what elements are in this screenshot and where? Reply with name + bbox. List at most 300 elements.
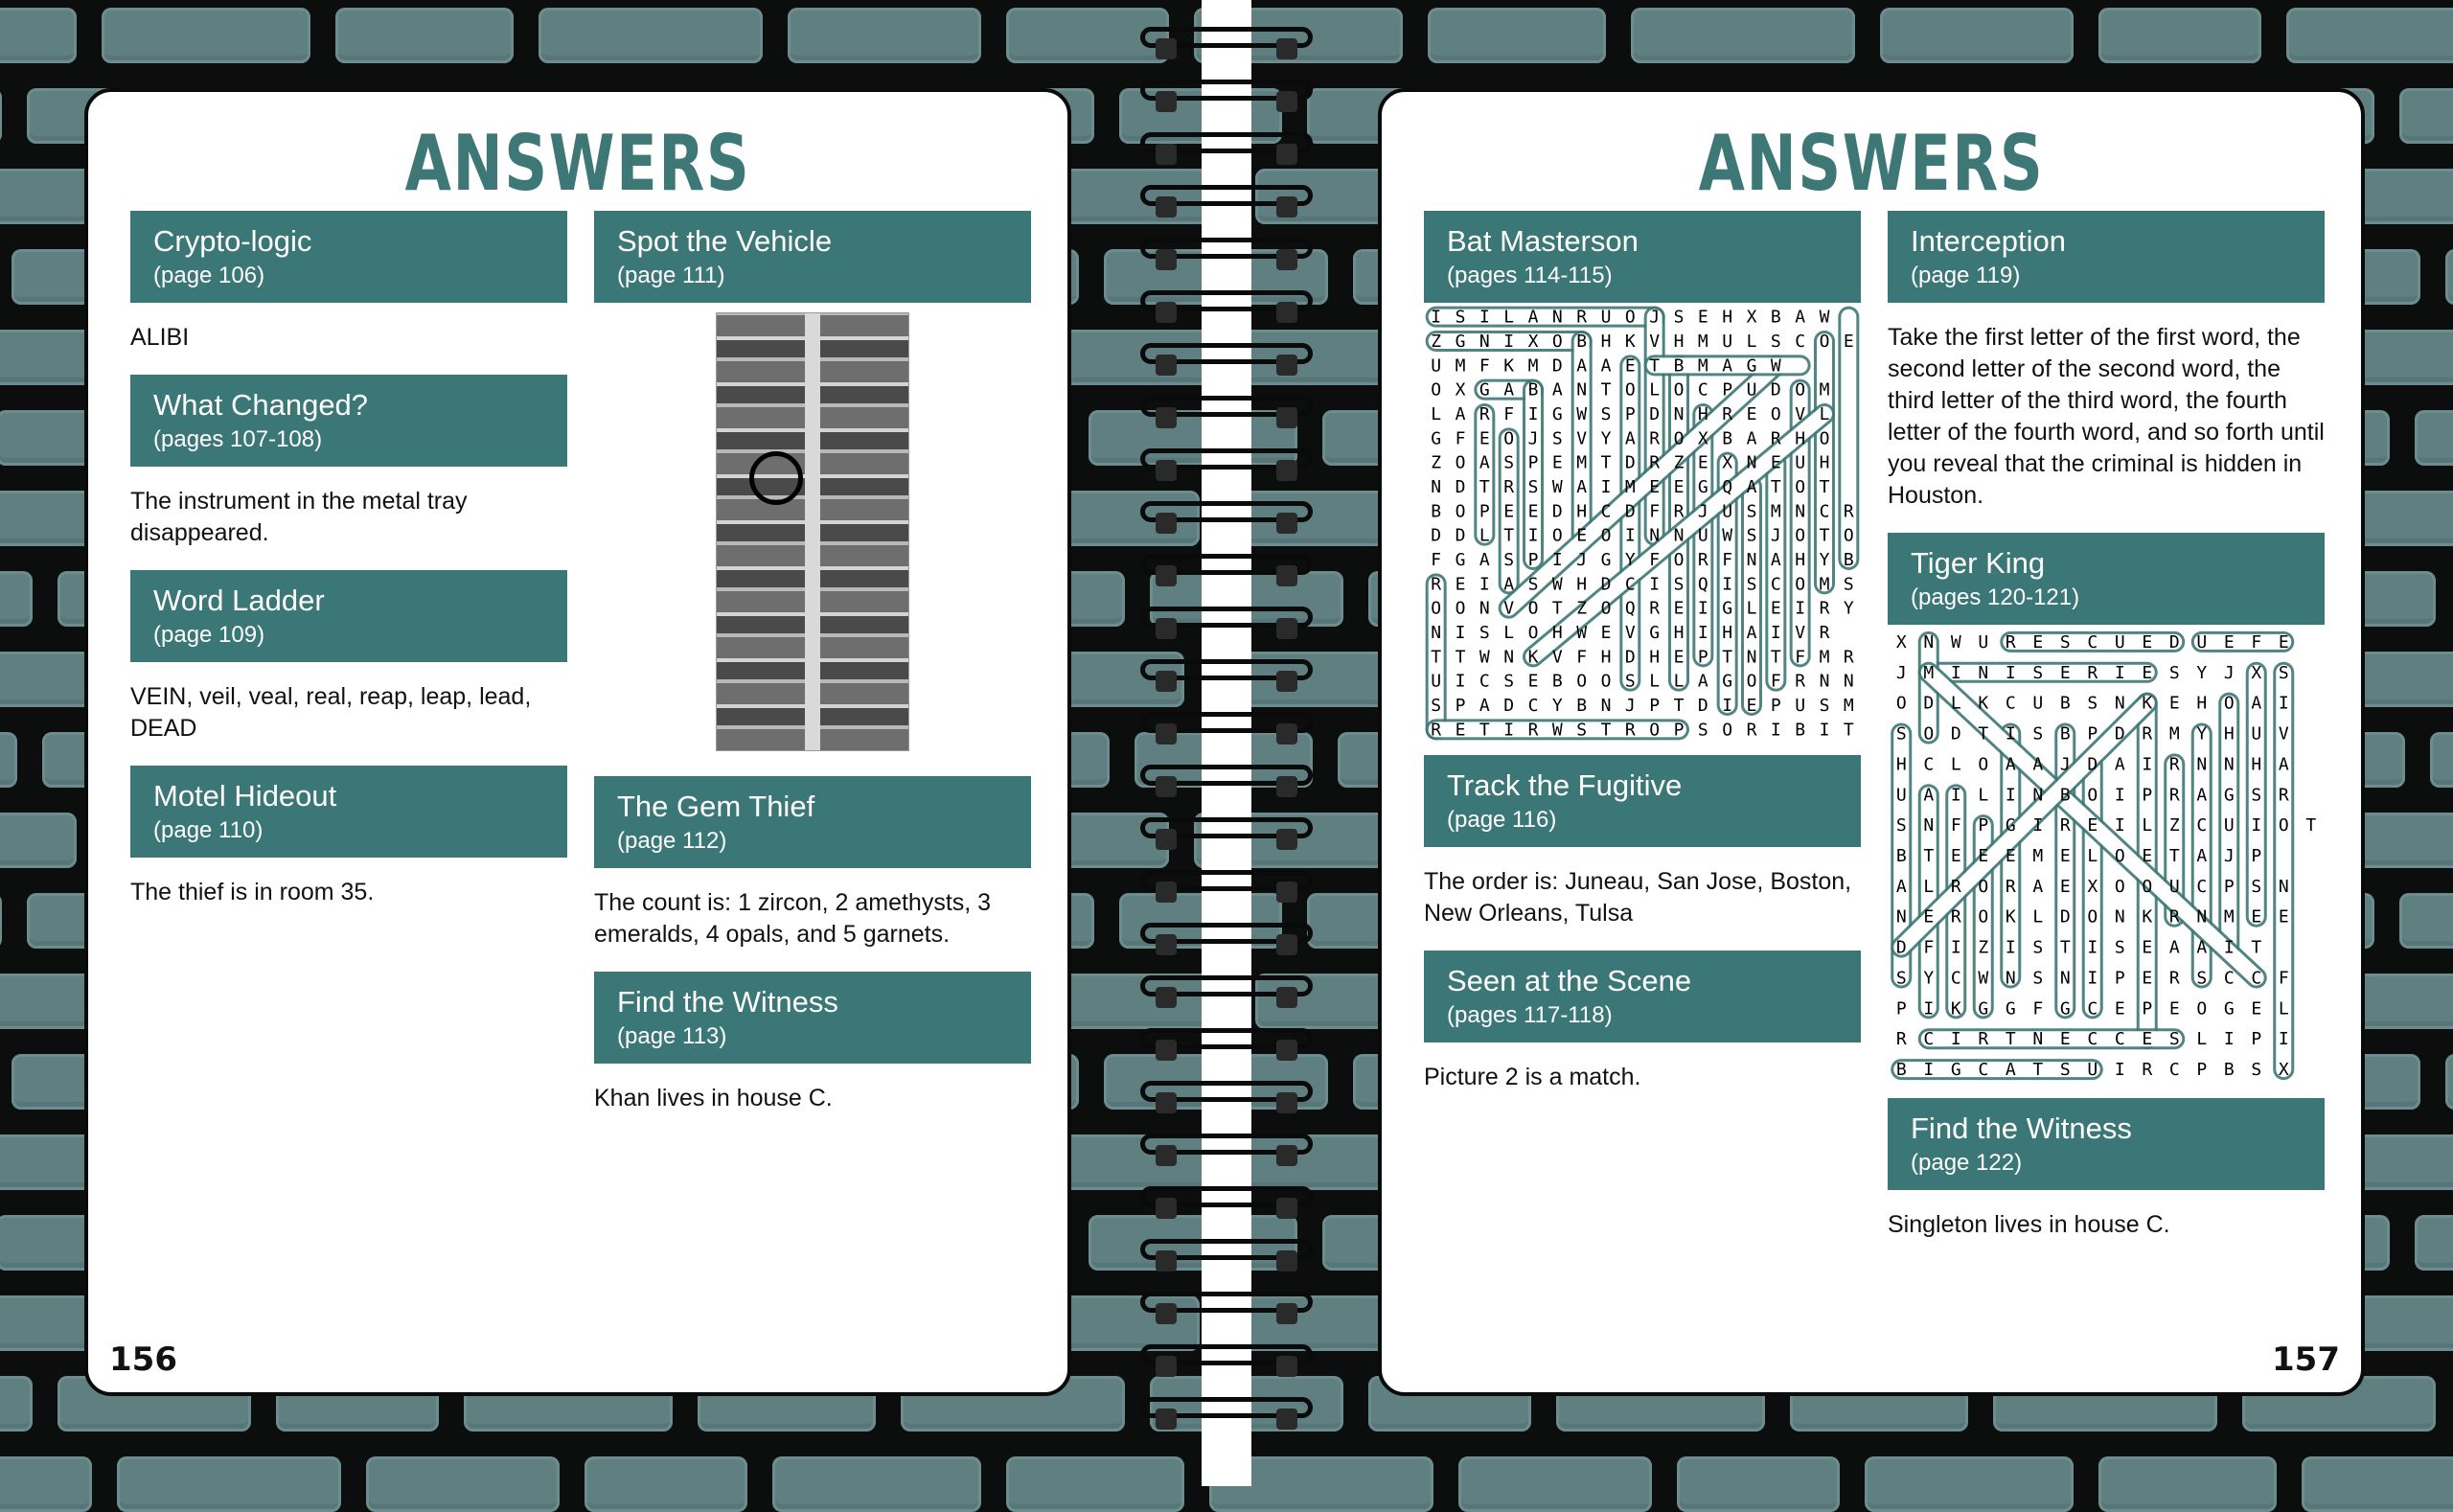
grid-letter: H	[1576, 574, 1588, 595]
grid-letter: L	[1431, 404, 1442, 424]
binding-hole	[1276, 249, 1297, 270]
grid-letter: S	[2196, 968, 2208, 989]
section-title: Word Ladder	[153, 584, 325, 617]
grid-letter: I	[2032, 815, 2044, 836]
grid-letter: M	[1576, 452, 1588, 473]
grid-letter: I	[1455, 623, 1466, 643]
grid-letter: A	[1624, 428, 1636, 449]
grid-letter: E	[1527, 671, 1539, 692]
grid-letter: I	[1503, 720, 1515, 741]
grid-letter: G	[1722, 598, 1733, 619]
brick	[2430, 732, 2453, 788]
grid-letter: F	[1722, 550, 1733, 570]
grid-letter: R	[2168, 754, 2180, 775]
grid-letter: G	[2005, 815, 2016, 836]
brick	[1458, 1456, 1652, 1512]
grid-letter: L	[1479, 525, 1490, 546]
binding-hole	[1276, 38, 1297, 59]
grid-letter: D	[1551, 355, 1563, 377]
grid-letter: C	[2251, 968, 2262, 989]
grid-letter: W	[1950, 631, 1961, 653]
binding-hole	[1276, 513, 1297, 534]
grid-letter: M	[1455, 355, 1466, 377]
binding-hole	[1156, 1250, 1177, 1271]
grid-letter: C	[1697, 379, 1708, 401]
binding-hole	[1156, 144, 1177, 165]
grid-letter: L	[2278, 998, 2289, 1019]
grid-letter: U	[1795, 696, 1806, 716]
grid-letter: G	[2059, 998, 2071, 1019]
grid-letter: T	[1479, 720, 1490, 741]
binding-hole	[1276, 196, 1297, 218]
grid-letter: P	[1895, 998, 1907, 1019]
grid-letter: U	[1722, 501, 1733, 522]
grid-letter: O	[1673, 550, 1685, 570]
brick	[1428, 8, 1606, 63]
grid-letter: S	[1770, 332, 1781, 352]
grid-letter: T	[1600, 720, 1612, 741]
grid-letter: Q	[1624, 598, 1636, 619]
grid-letter: L	[1746, 598, 1757, 619]
binding-hole	[1276, 460, 1297, 481]
grid-letter: U	[1746, 379, 1757, 401]
grid-letter: L	[1746, 332, 1757, 352]
grid-letter: P	[1697, 647, 1708, 668]
section-pages: (page 116)	[1447, 807, 1557, 833]
grid-letter: J	[1576, 550, 1588, 570]
binding-hole	[1276, 882, 1297, 903]
grid-letter: O	[1527, 598, 1539, 619]
section-pages: (page 111)	[617, 263, 725, 288]
grid-letter: D	[2059, 906, 2071, 928]
grid-letter: I	[1770, 720, 1781, 741]
binding-hole	[1276, 1145, 1297, 1166]
grid-letter: G	[1978, 998, 1989, 1019]
grid-letter: L	[1923, 876, 1935, 897]
grid-letter: G	[1950, 1060, 1961, 1081]
grid-letter: S	[1431, 696, 1442, 716]
grid-letter: D	[1624, 452, 1636, 473]
section-header-what-changed	[130, 375, 567, 467]
grid-letter: A	[1503, 574, 1515, 595]
grid-letter: S	[1746, 574, 1757, 595]
binding-hole	[1156, 987, 1177, 1008]
grid-letter: J	[1770, 525, 1781, 546]
grid-letter: A	[2032, 754, 2044, 775]
brick	[0, 813, 77, 868]
grid-letter: S	[1673, 307, 1685, 328]
grid-letter: V	[1795, 404, 1806, 424]
grid-letter: N	[1479, 332, 1490, 352]
grid-letter: S	[1600, 404, 1612, 424]
grid-letter: D	[1431, 525, 1442, 546]
grid-letter: E	[1746, 404, 1757, 424]
grid-letter: P	[2087, 723, 2098, 745]
grid-letter: R	[1649, 452, 1661, 473]
grid-letter: I	[1722, 574, 1733, 595]
grid-letter: M	[1819, 574, 1830, 595]
grid-letter: G	[2223, 785, 2235, 806]
binding-hole	[1156, 196, 1177, 218]
grid-letter: I	[1455, 671, 1466, 692]
grid-letter: T	[1551, 598, 1563, 619]
binding-hole	[1276, 671, 1297, 692]
grid-letter: E	[2142, 1029, 2153, 1050]
grid-letter: O	[1895, 693, 1907, 714]
grid-letter: C	[1624, 574, 1636, 595]
grid-letter: U	[2168, 876, 2180, 897]
grid-letter: F	[2032, 998, 2044, 1019]
grid-letter: Y	[2196, 662, 2208, 683]
binding-hole	[1156, 1356, 1177, 1377]
grid-letter: A	[1576, 477, 1588, 497]
section-title: What Changed?	[153, 388, 369, 422]
grid-letter: E	[2168, 998, 2180, 1019]
grid-letter: A	[1551, 379, 1563, 401]
grid-letter: H	[1697, 404, 1708, 424]
grid-letter: L	[1649, 671, 1661, 692]
grid-letter: X	[1455, 379, 1466, 401]
grid-letter: A	[1795, 307, 1806, 328]
grid-letter: I	[1819, 720, 1830, 741]
grid-letter: T	[1455, 647, 1466, 668]
grid-letter: G	[1455, 332, 1466, 352]
grid-letter: O	[1770, 404, 1781, 424]
grid-letter: B	[1795, 720, 1806, 741]
grid-letter: S	[1551, 428, 1563, 449]
grid-letter: O	[1978, 754, 1989, 775]
brick	[2286, 8, 2453, 63]
grid-letter: R	[1697, 550, 1708, 570]
grid-letter: O	[1455, 452, 1466, 473]
grid-letter: A	[1479, 452, 1490, 473]
binding-hole	[1156, 249, 1177, 270]
grid-letter: E	[1770, 598, 1781, 619]
grid-letter: B	[1770, 307, 1781, 328]
grid-letter: T	[1722, 647, 1733, 668]
page-156	[84, 88, 1071, 1396]
grid-letter: F	[1649, 501, 1661, 522]
binding-hole	[1276, 934, 1297, 955]
grid-letter: D	[2114, 723, 2125, 745]
grid-letter: N	[1843, 671, 1854, 692]
grid-letter: I	[2251, 815, 2262, 836]
grid-letter: Y	[1923, 968, 1935, 989]
grid-letter: E	[2114, 998, 2125, 1019]
binding-hole	[1276, 723, 1297, 745]
grid-letter: D	[1895, 937, 1907, 958]
grid-letter: T	[1843, 720, 1854, 741]
grid-letter: K	[1978, 693, 1989, 714]
binding-hole	[1156, 776, 1177, 797]
grid-letter: B	[2223, 1060, 2235, 1081]
grid-letter: C	[1527, 696, 1539, 716]
grid-letter: Z	[1576, 598, 1588, 619]
grid-letter: A	[1697, 671, 1708, 692]
grid-letter: E	[2251, 906, 2262, 928]
grid-letter: I	[1950, 662, 1961, 683]
grid-letter: N	[1649, 525, 1661, 546]
grid-letter: L	[1503, 623, 1515, 643]
grid-letter: B	[2059, 723, 2071, 745]
grid-letter: M	[1770, 501, 1781, 522]
grid-letter: A	[1600, 355, 1612, 377]
grid-letter: O	[2223, 693, 2235, 714]
grid-letter: I	[1527, 525, 1539, 546]
grid-letter: C	[2114, 1029, 2125, 1050]
grid-letter: B	[1895, 846, 1907, 866]
grid-letter: S	[1746, 525, 1757, 546]
grid-letter: L	[2196, 1029, 2208, 1050]
section-title: The Gem Thief	[617, 790, 815, 823]
grid-letter: X	[2087, 876, 2098, 897]
grid-letter: G	[2005, 998, 2016, 1019]
answer-gem-thief: The count is: 1 zircon, 2 amethysts, 3 emeralds, 4 opals, and 5 garnets.	[594, 889, 992, 948]
grid-letter: O	[1819, 332, 1830, 352]
grid-letter: E	[2142, 968, 2153, 989]
grid-letter: E	[1479, 428, 1490, 449]
grid-letter: S	[2032, 723, 2044, 745]
grid-letter: F	[1455, 428, 1466, 449]
page-title: ANSWERS	[1698, 119, 2045, 208]
grid-letter: L	[1673, 671, 1685, 692]
grid-letter: I	[1503, 332, 1515, 352]
grid-letter: G	[1551, 404, 1563, 424]
grid-letter: O	[1600, 598, 1612, 619]
brick	[117, 1456, 341, 1512]
grid-letter: C	[2087, 631, 2098, 653]
grid-letter: P	[1722, 379, 1733, 401]
grid-letter: N	[1746, 647, 1757, 668]
grid-letter: T	[2005, 1029, 2016, 1050]
grid-letter: E	[2087, 815, 2098, 836]
brick	[1865, 1456, 2074, 1512]
grid-letter: U	[1722, 332, 1733, 352]
grid-letter: O	[1527, 623, 1539, 643]
grid-letter: A	[1895, 876, 1907, 897]
binding-hole	[1276, 1198, 1297, 1219]
grid-letter: P	[2251, 846, 2262, 866]
grid-letter: G	[2223, 998, 2235, 1019]
grid-letter: N	[1673, 525, 1685, 546]
grid-letter: E	[1923, 906, 1935, 928]
grid-letter: F	[1479, 355, 1490, 377]
brick	[0, 893, 2, 949]
grid-letter: F	[1795, 647, 1806, 668]
grid-letter: E	[2142, 662, 2153, 683]
section-title: Motel Hideout	[153, 779, 337, 813]
section-pages: (page 106)	[153, 263, 265, 288]
grid-letter: R	[1819, 598, 1830, 619]
brick	[2302, 1456, 2453, 1512]
binding-hole	[1156, 1092, 1177, 1113]
grid-letter: A	[1746, 623, 1757, 643]
grid-letter: O	[1624, 307, 1636, 328]
grid-letter: F	[1576, 647, 1588, 668]
grid-letter: L	[2142, 815, 2153, 836]
grid-letter: L	[1503, 307, 1515, 328]
brick	[788, 8, 981, 63]
grid-letter: S	[1503, 550, 1515, 570]
grid-letter: J	[2223, 662, 2235, 683]
grid-letter: E	[2059, 662, 2071, 683]
brick	[0, 1376, 33, 1432]
grid-letter: J	[1895, 662, 1907, 683]
grid-letter: H	[1895, 754, 1907, 775]
grid-letter: A	[2114, 754, 2125, 775]
grid-letter: I	[2005, 723, 2016, 745]
grid-letter: R	[1950, 876, 1961, 897]
grid-letter: M	[1923, 662, 1935, 683]
grid-letter: W	[1551, 477, 1563, 497]
grid-letter: H	[1551, 623, 1563, 643]
grid-letter: N	[1923, 631, 1935, 653]
section-header-crypto-logic	[130, 211, 567, 303]
grid-letter: K	[1503, 355, 1515, 377]
grid-letter: A	[1923, 785, 1935, 806]
grid-letter: T	[2168, 846, 2180, 866]
grid-letter: I	[2114, 785, 2125, 806]
brick	[0, 8, 77, 63]
binding-hole	[1276, 1356, 1297, 1377]
grid-letter: A	[2196, 846, 2208, 866]
grid-letter: M	[2223, 906, 2235, 928]
grid-letter: Z	[1431, 332, 1442, 352]
brick	[2399, 893, 2453, 949]
grid-letter: R	[1649, 428, 1661, 449]
grid-letter: Y	[2196, 723, 2208, 745]
grid-letter: H	[1600, 332, 1612, 352]
grid-letter: U	[1600, 307, 1612, 328]
grid-letter: H	[1722, 307, 1733, 328]
answer-crypto-logic: ALIBI	[130, 324, 190, 351]
grid-letter: B	[1722, 428, 1733, 449]
grid-letter: D	[1455, 477, 1466, 497]
brick	[2399, 88, 2453, 144]
grid-letter: I	[1923, 1060, 1935, 1081]
grid-letter: D	[1649, 404, 1661, 424]
grid-letter: Q	[1722, 477, 1733, 497]
grid-letter: R	[1819, 623, 1830, 643]
grid-letter: S	[1895, 723, 1907, 745]
binding-hole	[1156, 91, 1177, 112]
grid-letter: V	[1551, 647, 1563, 668]
grid-letter: R	[1431, 574, 1442, 595]
binding-hole	[1276, 1250, 1297, 1271]
grid-letter: F	[2251, 631, 2262, 653]
grid-letter: O	[1795, 379, 1806, 401]
grid-letter: I	[1479, 574, 1490, 595]
grid-letter: S	[1673, 574, 1685, 595]
binding-hole	[1276, 1040, 1297, 1061]
section-header-track-the-fugitive	[1424, 755, 1861, 847]
brick	[1677, 1456, 1840, 1512]
grid-letter: U	[1978, 631, 1989, 653]
grid-letter: W	[1576, 623, 1588, 643]
brick	[0, 1456, 92, 1512]
grid-letter: P	[1479, 501, 1490, 522]
grid-letter: J	[1649, 307, 1661, 328]
grid-letter: T	[1673, 696, 1685, 716]
answer-find-the-witness: Khan lives in house C.	[594, 1085, 833, 1111]
grid-letter: Y	[1819, 550, 1830, 570]
brick	[2445, 249, 2453, 305]
grid-letter: S	[1527, 477, 1539, 497]
grid-letter: M	[1819, 647, 1830, 668]
grid-letter: P	[1624, 404, 1636, 424]
grid-letter: E	[1843, 332, 1854, 352]
grid-letter: E	[1624, 355, 1636, 377]
grid-letter: C	[1770, 574, 1781, 595]
grid-letter: O	[2114, 846, 2125, 866]
grid-letter: E	[2168, 693, 2180, 714]
grid-letter: H	[1819, 452, 1830, 473]
grid-letter: S	[1576, 720, 1588, 741]
grid-letter: S	[2168, 1029, 2180, 1050]
grid-letter: N	[1978, 662, 1989, 683]
grid-letter: R	[2059, 815, 2071, 836]
brick	[585, 1456, 747, 1512]
grid-letter: V	[2278, 723, 2289, 745]
grid-letter: T	[1503, 525, 1515, 546]
section-title: Spot the Vehicle	[617, 224, 833, 258]
binding-hole	[1276, 776, 1297, 797]
grid-letter: E	[1697, 307, 1708, 328]
grid-letter: P	[1527, 452, 1539, 473]
grid-letter: E	[1649, 477, 1661, 497]
binding-hole	[1156, 565, 1177, 586]
grid-letter: I	[1600, 477, 1612, 497]
page-title: ANSWERS	[404, 119, 751, 208]
right-column	[594, 211, 1031, 1135]
grid-letter: E	[2142, 937, 2153, 958]
grid-letter: J	[2223, 846, 2235, 866]
grid-letter: D	[1770, 379, 1781, 401]
grid-letter: O	[1576, 671, 1588, 692]
grid-letter: M	[1697, 355, 1708, 377]
grid-letter: I	[1950, 937, 1961, 958]
grid-letter: E	[2032, 631, 2044, 653]
grid-letter: O	[1431, 379, 1442, 401]
grid-letter: F	[1950, 815, 1961, 836]
grid-letter: O	[1649, 720, 1661, 741]
grid-letter: G	[1479, 379, 1490, 401]
grid-letter: E	[1978, 846, 1989, 866]
grid-letter: S	[1843, 574, 1854, 595]
grid-letter: R	[1649, 598, 1661, 619]
brick	[2415, 410, 2453, 466]
grid-letter: I	[2087, 937, 2098, 958]
grid-letter: D	[1624, 647, 1636, 668]
grid-letter: N	[2223, 754, 2235, 775]
grid-letter: Y	[1551, 696, 1563, 716]
grid-letter: O	[1431, 598, 1442, 619]
grid-letter: V	[1649, 332, 1661, 352]
grid-letter: C	[2196, 876, 2208, 897]
brick	[366, 1456, 560, 1512]
parking-lot-photo	[716, 312, 909, 751]
grid-letter: S	[1746, 501, 1757, 522]
section-pages: (page 112)	[617, 828, 727, 854]
grid-letter: E	[2059, 876, 2071, 897]
grid-letter: E	[2005, 846, 2016, 866]
grid-letter: Q	[1697, 574, 1708, 595]
grid-letter: R	[1503, 477, 1515, 497]
section-pages: (pages 114-115)	[1447, 263, 1613, 288]
grid-letter: R	[1978, 1029, 1989, 1050]
grid-letter: G	[1746, 355, 1757, 377]
binding-hole	[1276, 407, 1297, 428]
